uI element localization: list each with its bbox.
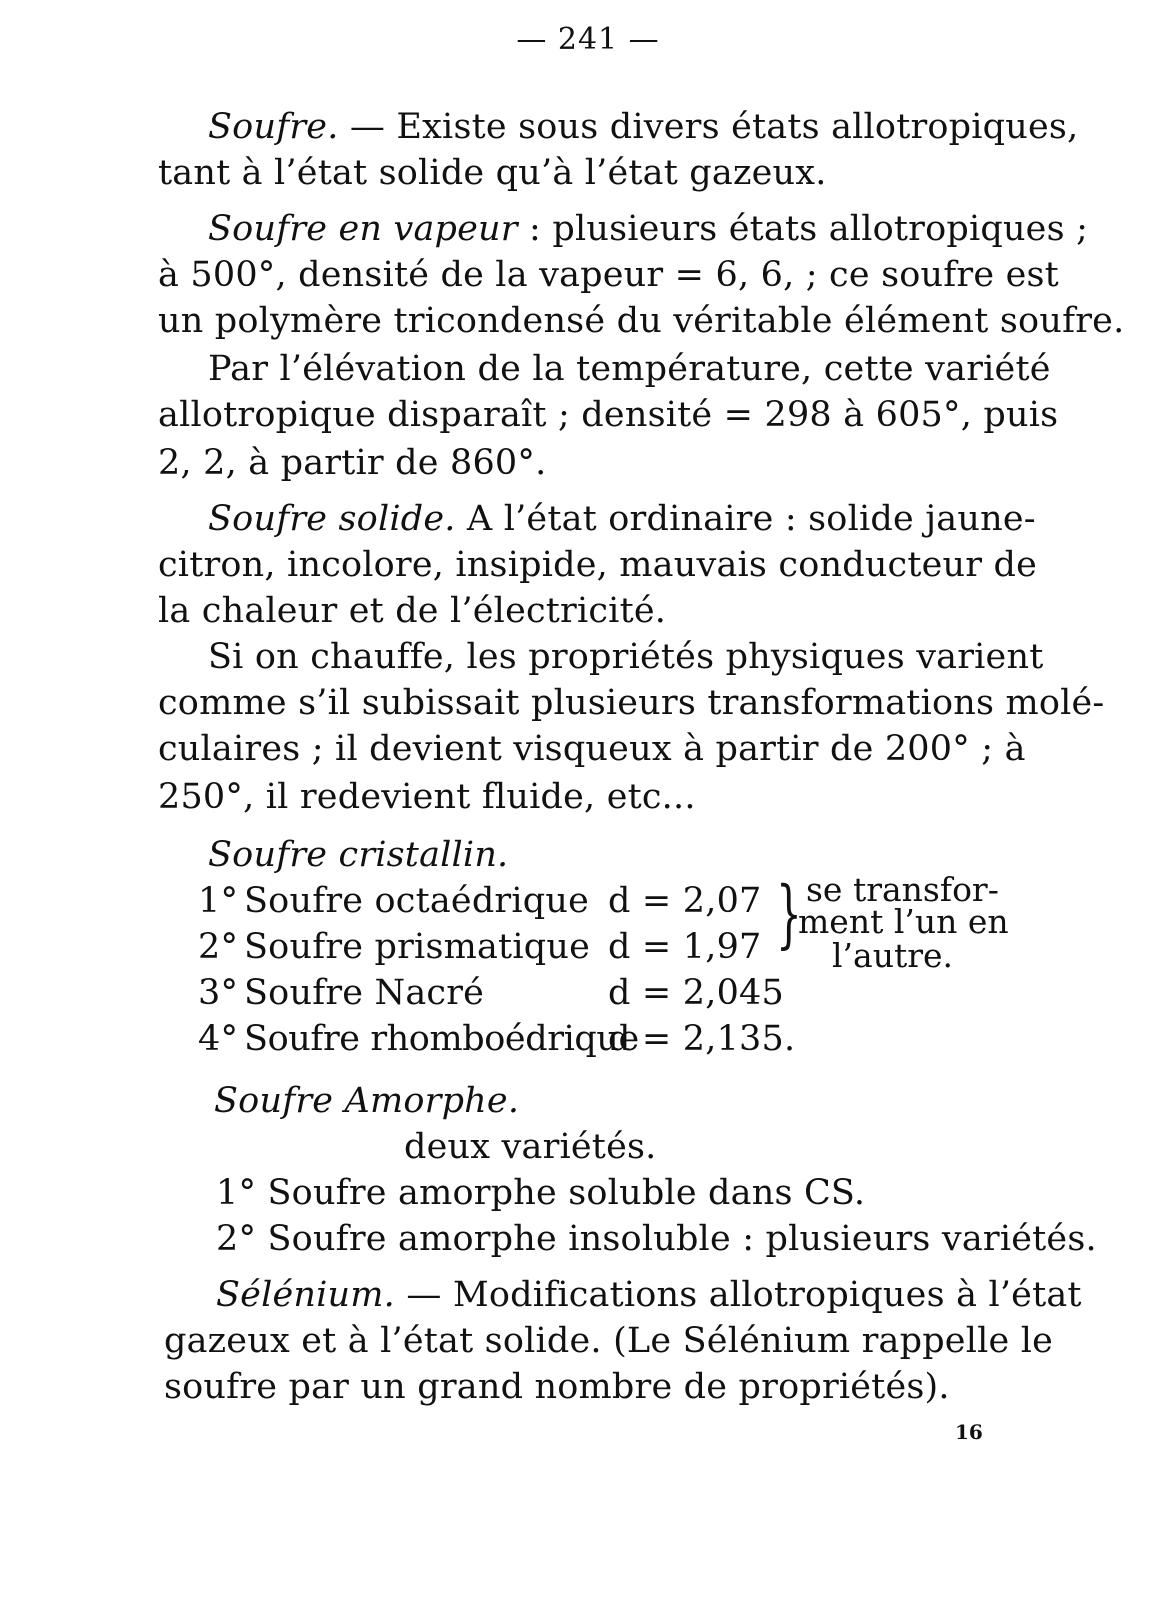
vapeur-line-1 [208,206,1089,252]
cristallin-row-1-density: d = 2,07 [608,881,762,921]
solide-line-1 [208,496,1036,542]
cristallin-row-1-num: 1° [198,881,239,921]
cristallin-row-4-num: 4° [198,1019,239,1059]
cristallin-row-4-density: d = 2,135. [608,1019,796,1059]
selenium-heading: Sélénium. [216,1275,395,1315]
selenium-line-1 [216,1272,1082,1318]
selenium-line-3: soufre par un grand nombre de propriétés). [164,1367,950,1407]
soufre-line-2: tant à l’état solide qu’à l’état gazeux. [158,153,827,193]
vapeur-line-3: un polymère tricondensé du véritable élément soufre. [158,301,1125,341]
soufre-heading: Soufre. [208,107,339,147]
cristallin-row-3-num: 3° [198,973,239,1013]
amorphe-subtitle: deux variétés. [404,1127,657,1167]
cristallin-row-3-name: Soufre Nacré [244,973,485,1013]
amorphe-item-2: 2° Soufre amorphe insoluble : plusieurs variétés. [216,1219,1097,1259]
cristallin-heading: Soufre cristallin. [208,835,509,875]
soufre-line-1 [208,104,1079,150]
cristallin-note-line-3: l’autre. [832,936,954,975]
solide-heading: Soufre solide. [208,499,456,539]
vapeur-line-2: à 500°, densité de la vapeur = 6, 6, ; ce soufre est [158,255,1059,295]
signature-mark: 16 [955,1420,983,1444]
selenium-line-2: gazeux et à l’état solide. (Le Sélénium rappelle le [164,1321,1054,1361]
page-number: — 241 — [516,22,660,57]
solide-line-2: citron, incolore, insipide, mauvais conducteur de [158,545,1038,585]
solide-p2-line-3: culaires ; il devient visqueux à partir de 200° ; à [158,729,1026,769]
cristallin-row-2-name: Soufre prismatique [244,927,590,967]
soufre-line-1-text: — Existe sous divers états allotropiques, [338,107,1079,147]
amorphe-heading: Soufre Amorphe. [214,1081,520,1121]
solide-line-1-text: A l’état ordinaire : solide jaune- [455,499,1036,539]
vapeur-p2-line-1: Par l’élévation de la température, cette variété [208,349,1051,389]
cristallin-note-line-1: se transfor- [806,870,999,909]
vapeur-p2-line-2: allotropique disparaît ; densité = 298 à 605°, puis [158,395,1059,435]
vapeur-p2-line-3: 2, 2, à partir de 860°. [158,443,547,483]
amorphe-item-1: 1° Soufre amorphe soluble dans CS. [216,1173,866,1213]
selenium-line-1-text: — Modifications allotropiques à l’état [395,1275,1082,1315]
vapeur-heading: Soufre en vapeur [208,209,518,249]
cristallin-row-2-density: d = 1,97 [608,927,762,967]
solide-p2-line-4: 250°, il redevient fluide, etc... [158,777,696,817]
vapeur-line-1-text: : plusieurs états allotropiques ; [517,209,1089,249]
cristallin-row-3-density: d = 2,045 [608,973,784,1013]
solide-p2-line-2: comme s’il subissait plusieurs transformations molé- [158,683,1105,723]
solide-line-3: la chaleur et de l’électricité. [158,591,667,631]
cristallin-row-1-name: Soufre octaédrique [244,881,590,921]
cristallin-note-line-2: ment l’un en [798,902,1009,941]
curly-brace-icon: } [776,871,802,957]
cristallin-row-2-num: 2° [198,927,239,967]
cristallin-row-4-name: Soufre rhomboédrique [244,1019,639,1059]
solide-p2-line-1: Si on chauffe, les propriétés physiques varient [208,637,1044,677]
